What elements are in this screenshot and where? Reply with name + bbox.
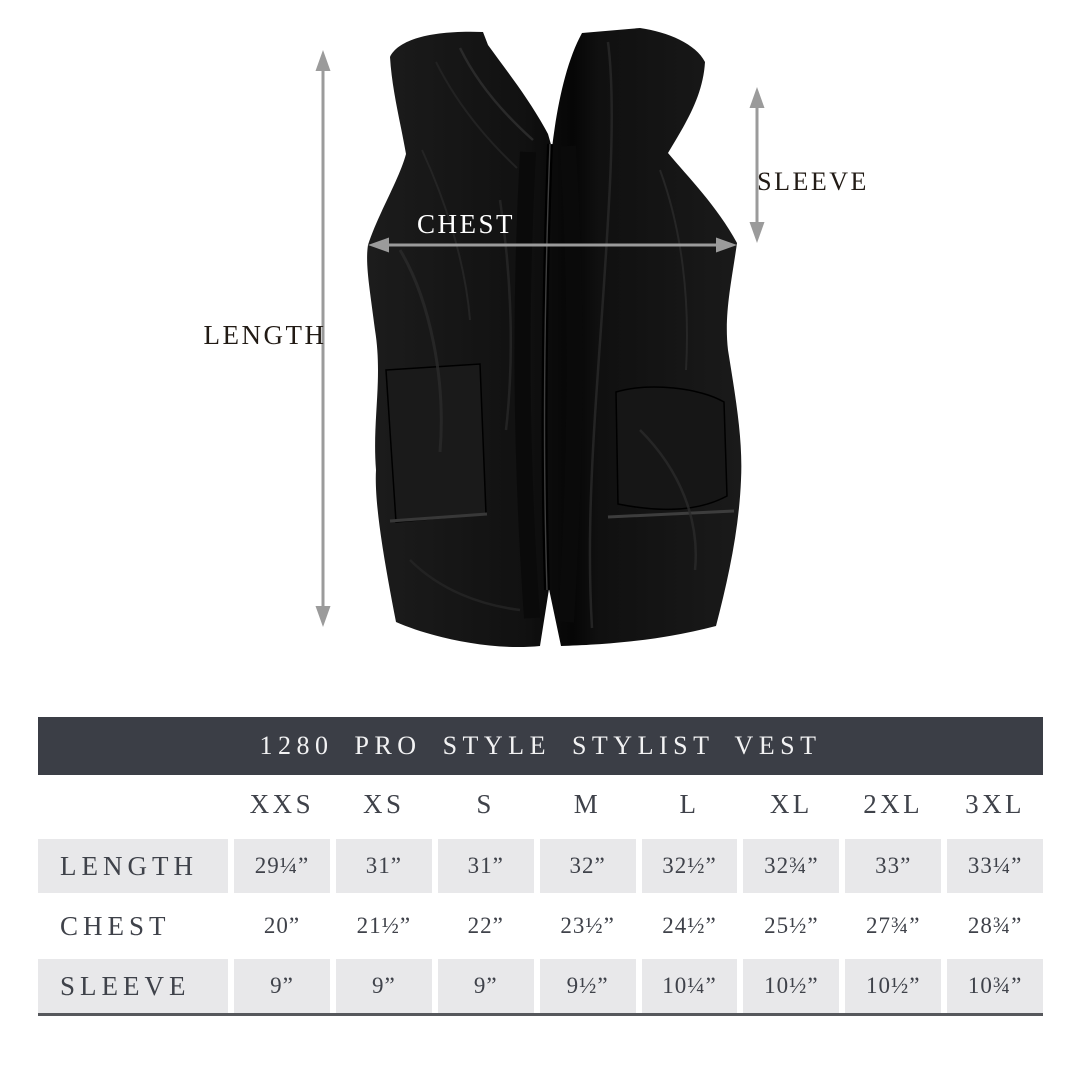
size-cell: 10½” bbox=[743, 959, 839, 1013]
size-cell: 10½” bbox=[845, 959, 941, 1013]
size-cell: 25½” bbox=[743, 899, 839, 953]
size-cell: 22” bbox=[438, 899, 534, 953]
size-cell: 23½” bbox=[540, 899, 636, 953]
size-cell: 9” bbox=[336, 959, 432, 1013]
table-bottom-border bbox=[38, 1013, 1043, 1016]
size-cell: 9½” bbox=[540, 959, 636, 1013]
row-label: SLEEVE bbox=[38, 959, 228, 1013]
sleeve-label: SLEEVE bbox=[757, 167, 869, 196]
vest-photo bbox=[367, 28, 741, 647]
size-header-row bbox=[38, 775, 1043, 833]
size-cell: 28¾” bbox=[947, 899, 1043, 953]
size-cell: 31” bbox=[336, 839, 432, 893]
chart-title: 1280 PRO STYLE STYLIST VEST bbox=[259, 731, 822, 760]
size-header-xl: XL bbox=[769, 788, 813, 819]
size-cell: 33¼” bbox=[947, 839, 1043, 893]
sleeve-arrow bbox=[750, 87, 765, 243]
size-cell: 9” bbox=[438, 959, 534, 1013]
size-cell: 29¼” bbox=[234, 839, 330, 893]
size-header-2xl: 2XL bbox=[863, 788, 924, 819]
size-cell: 20” bbox=[234, 899, 330, 953]
size-header-3xl: 3XL bbox=[965, 788, 1026, 819]
size-cell: 32¾” bbox=[743, 839, 839, 893]
size-cell: 21½” bbox=[336, 899, 432, 953]
size-header-s: S bbox=[476, 788, 495, 819]
size-cell: 32” bbox=[540, 839, 636, 893]
size-cell: 27¾” bbox=[845, 899, 941, 953]
size-cell: 10¾” bbox=[947, 959, 1043, 1013]
size-cell: 10¼” bbox=[642, 959, 738, 1013]
size-chart-table bbox=[38, 717, 1043, 1016]
size-cell: 24½” bbox=[642, 899, 738, 953]
table-row-sleeve bbox=[38, 959, 1043, 1013]
chart-title-bar bbox=[38, 717, 1043, 775]
size-header-xs: XS bbox=[363, 788, 405, 819]
table-row-length bbox=[38, 839, 1043, 893]
table-row-chest bbox=[38, 899, 1043, 953]
size-cell: 31” bbox=[438, 839, 534, 893]
size-cell: 9” bbox=[234, 959, 330, 1013]
size-header-m: M bbox=[573, 788, 602, 819]
length-label: LENGTH bbox=[203, 320, 327, 350]
row-label: CHEST bbox=[38, 899, 228, 953]
size-header-xxs: XXS bbox=[249, 788, 315, 819]
size-cell: 32½” bbox=[642, 839, 738, 893]
size-cell: 33” bbox=[845, 839, 941, 893]
size-header-l: L bbox=[679, 788, 700, 819]
size-header-spacer bbox=[38, 775, 228, 833]
chest-label: CHEST bbox=[416, 209, 516, 239]
row-label: LENGTH bbox=[38, 839, 228, 893]
